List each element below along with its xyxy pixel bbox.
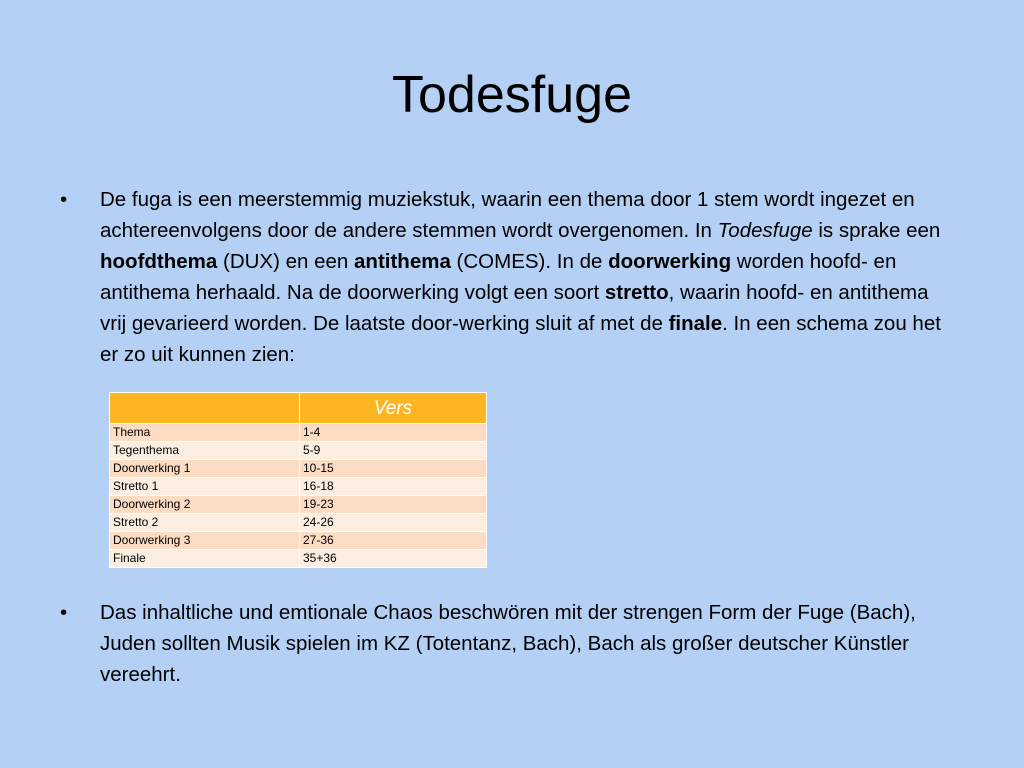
bullet-marker: •	[60, 601, 68, 624]
table-row	[110, 550, 487, 568]
section-cell: Doorwerking 3	[110, 532, 300, 550]
italic-term: Todesfuge	[717, 219, 813, 242]
text-run: worden hoofd- en antithema herhaald. Na de doorwerking volgt een soort	[100, 250, 897, 304]
verse-cell: 27-36	[300, 532, 487, 550]
section-cell: Stretto 1	[110, 478, 300, 496]
verse-cell: 1-4	[300, 424, 487, 442]
bullet-text	[100, 184, 960, 370]
slide-title: Todesfuge	[392, 66, 632, 124]
table-row	[110, 496, 487, 514]
verse-cell: 5-9	[300, 442, 487, 460]
section-cell: Doorwerking 1	[110, 460, 300, 478]
text-run: is sprake een	[812, 219, 941, 242]
section-cell: Stretto 2	[110, 514, 300, 532]
text-run: (DUX) en een	[217, 250, 355, 273]
verse-cell: 24-26	[300, 514, 487, 532]
section-cell: Thema	[110, 424, 300, 442]
header-cell-vers: Vers	[300, 393, 487, 424]
header-cell-empty	[110, 393, 300, 424]
text-run: . In een schema zou het er zo uit kunnen zien:	[100, 312, 941, 366]
bold-term: finale	[668, 312, 723, 335]
text-run: , waarin hoofd- en antithema vrij gevarieerd worden. De laatste door-werking sluit af met de	[100, 281, 929, 335]
verse-cell: 19-23	[300, 496, 487, 514]
bullet-item-fuga	[60, 184, 960, 370]
bold-term: antithema	[354, 250, 451, 273]
table-row	[110, 424, 487, 442]
text-run: (COMES). In de	[450, 250, 609, 273]
verse-cell: 16-18	[300, 478, 487, 496]
verse-cell: 10-15	[300, 460, 487, 478]
section-cell: Tegenthema	[110, 442, 300, 460]
table-row	[110, 460, 487, 478]
section-cell: Finale	[110, 550, 300, 568]
bullet-item-chaos	[60, 597, 960, 690]
table-row	[110, 532, 487, 550]
bold-term: doorwerking	[608, 250, 732, 273]
table-row	[110, 514, 487, 532]
bold-term: stretto	[604, 281, 669, 304]
table-row	[110, 442, 487, 460]
section-cell: Doorwerking 2	[110, 496, 300, 514]
bold-term: hoofdthema	[100, 250, 218, 273]
bullet-text: Das inhaltliche und emtionale Chaos beschwören mit der strengen Form der Fuge (Bach), Juden sollten Musik spielen im KZ (Totentanz, Bach), Bach als großer deutscher Künstler vereehrt.	[100, 601, 916, 686]
table-header-row	[110, 393, 487, 424]
verse-cell: 35+36	[300, 550, 487, 568]
schema-table	[109, 392, 487, 568]
text-run: De fuga is een meerstemmig muziekstuk, waarin een thema door 1 stem wordt ingezet en achtereenvolgens door de andere stemmen wordt overgenomen. In	[100, 188, 915, 242]
table-row	[110, 478, 487, 496]
bullet-marker: •	[60, 188, 68, 211]
